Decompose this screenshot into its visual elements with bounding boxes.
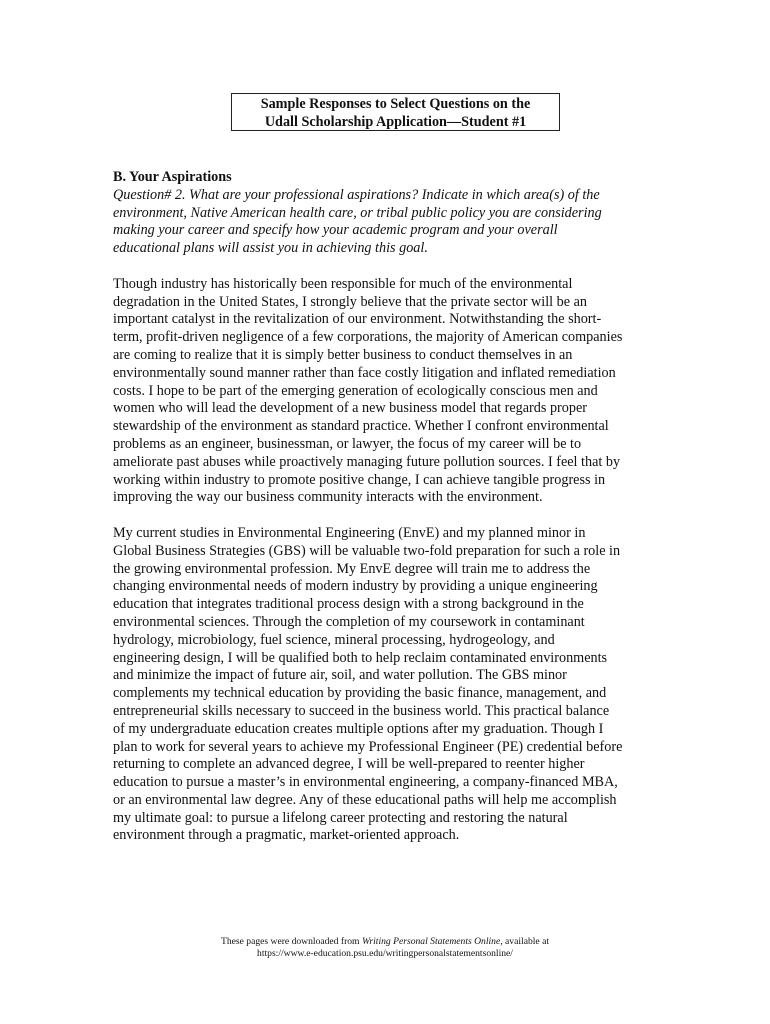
page-footer <box>0 936 770 961</box>
paragraph-line: environmentally sound manner rather than face costly litigation and inflated remediation <box>113 364 616 381</box>
paragraph-line: important catalyst in the revitalization of our environment. Notwithstanding the short- <box>113 311 602 328</box>
document-body <box>113 169 663 845</box>
paragraph-line: or an environmental law degree. Any of these educational paths will help me accomplish <box>113 791 617 808</box>
title-line-1: Sample Responses to Select Questions on the <box>260 96 531 112</box>
footer-suffix: , available at <box>500 936 549 947</box>
paragraph-line: problems as an engineer, businessman, or lawyer, the focus of my career will be to <box>113 435 582 452</box>
paragraph-line: stewardship of the environment as standard practice. Whether I confront environmental <box>113 418 609 435</box>
paragraph-line: environment through a pragmatic, market-oriented approach. <box>113 827 460 844</box>
paragraph-line: Global Business Strategies (GBS) will be valuable two-fold preparation for such a role in <box>113 542 621 559</box>
title-box <box>231 93 560 131</box>
paragraph-line: and minimize the impact of future air, soil, and water pollution. The GBS minor <box>113 667 567 684</box>
paragraph-line: Though industry has historically been responsible for much of the environmental <box>113 275 573 292</box>
question-line: making your career and specify how your academic program and your overall <box>113 222 558 239</box>
question-line: environment, Native American health care, or tribal public policy you are considering <box>113 204 602 221</box>
paragraph-line: my ultimate goal: to pursue a lifelong career protecting and restoring the natural <box>113 809 568 826</box>
paragraph-line: ameliorate past abuses while proactively managing future pollution sources. I feel that by <box>113 453 621 470</box>
title-line-2: Udall Scholarship Application—Student #1 <box>264 114 527 130</box>
paragraph-2 <box>113 525 663 845</box>
paragraph-line: engineering design, I will be qualified both to help reclaim contaminated environments <box>113 649 608 666</box>
paragraph-gap <box>113 507 663 525</box>
paragraph-line: costs. I hope to be part of the emerging generation of ecologically conscious men and <box>113 382 598 399</box>
paragraph-line: improving the way our business community interacts with the environment. <box>113 489 543 506</box>
paragraph-line: complements my technical education by providing the basic finance, management, and <box>113 685 607 702</box>
paragraph-line: the growing environmental profession. My EnvE degree will train me to address the <box>113 560 591 577</box>
paragraph-line: working within industry to promote positive change, I can achieve tangible progress in <box>113 471 606 488</box>
paragraph-line: plan to work for several years to achieve my Professional Engineer (PE) credential before <box>113 738 623 755</box>
section-heading: B. Your Aspirations <box>113 169 232 185</box>
question-line: educational plans will assist you in achieving this goal. <box>113 240 428 257</box>
footer-attribution <box>0 936 770 948</box>
paragraph-line: environmental sciences. Through the completion of my coursework in contaminant <box>113 613 585 630</box>
paragraph-gap <box>113 258 663 276</box>
paragraph-line: My current studies in Environmental Engineering (EnvE) and my planned minor in <box>113 524 586 541</box>
paragraph-line: changing environmental needs of modern industry by providing a unique engineering <box>113 578 598 595</box>
paragraph-line: returning to complete an advanced degree, I will be well-prepared to reenter higher <box>113 756 585 773</box>
paragraph-line: entrepreneurial skills necessary to succeed in the business world. This practical balance <box>113 702 610 719</box>
question-text <box>113 187 663 258</box>
paragraph-line: term, profit-driven negligence of a few corporations, the majority of American companies <box>113 329 623 346</box>
paragraph-1 <box>113 276 663 507</box>
footer-source-title: Writing Personal Statements Online <box>361 936 501 947</box>
paragraph-line: education that integrates traditional process design with a strong background in the <box>113 596 584 613</box>
paragraph-line: of my undergraduate education creates multiple options after my graduation. Though I <box>113 720 604 737</box>
paragraph-line: hydrology, microbiology, fuel science, mineral processing, hydrogeology, and <box>113 631 555 648</box>
paragraph-line: education to pursue a master’s in environmental engineering, a company-financed MBA, <box>113 774 618 791</box>
paragraph-line: women who will lead the development of a new business model that regards proper <box>113 400 587 417</box>
question-line: Question# 2. What are your professional aspirations? Indicate in which area(s) of the <box>113 186 600 203</box>
footer-url: https://www.e-education.psu.edu/writingpersonalstatementsonline/ <box>257 948 513 960</box>
footer-prefix: These pages were downloaded from <box>221 936 362 947</box>
paragraph-line: degradation in the United States, I strongly believe that the private sector will be an <box>113 293 587 310</box>
paragraph-line: are coming to realize that it is simply better business to conduct themselves in an <box>113 346 573 363</box>
